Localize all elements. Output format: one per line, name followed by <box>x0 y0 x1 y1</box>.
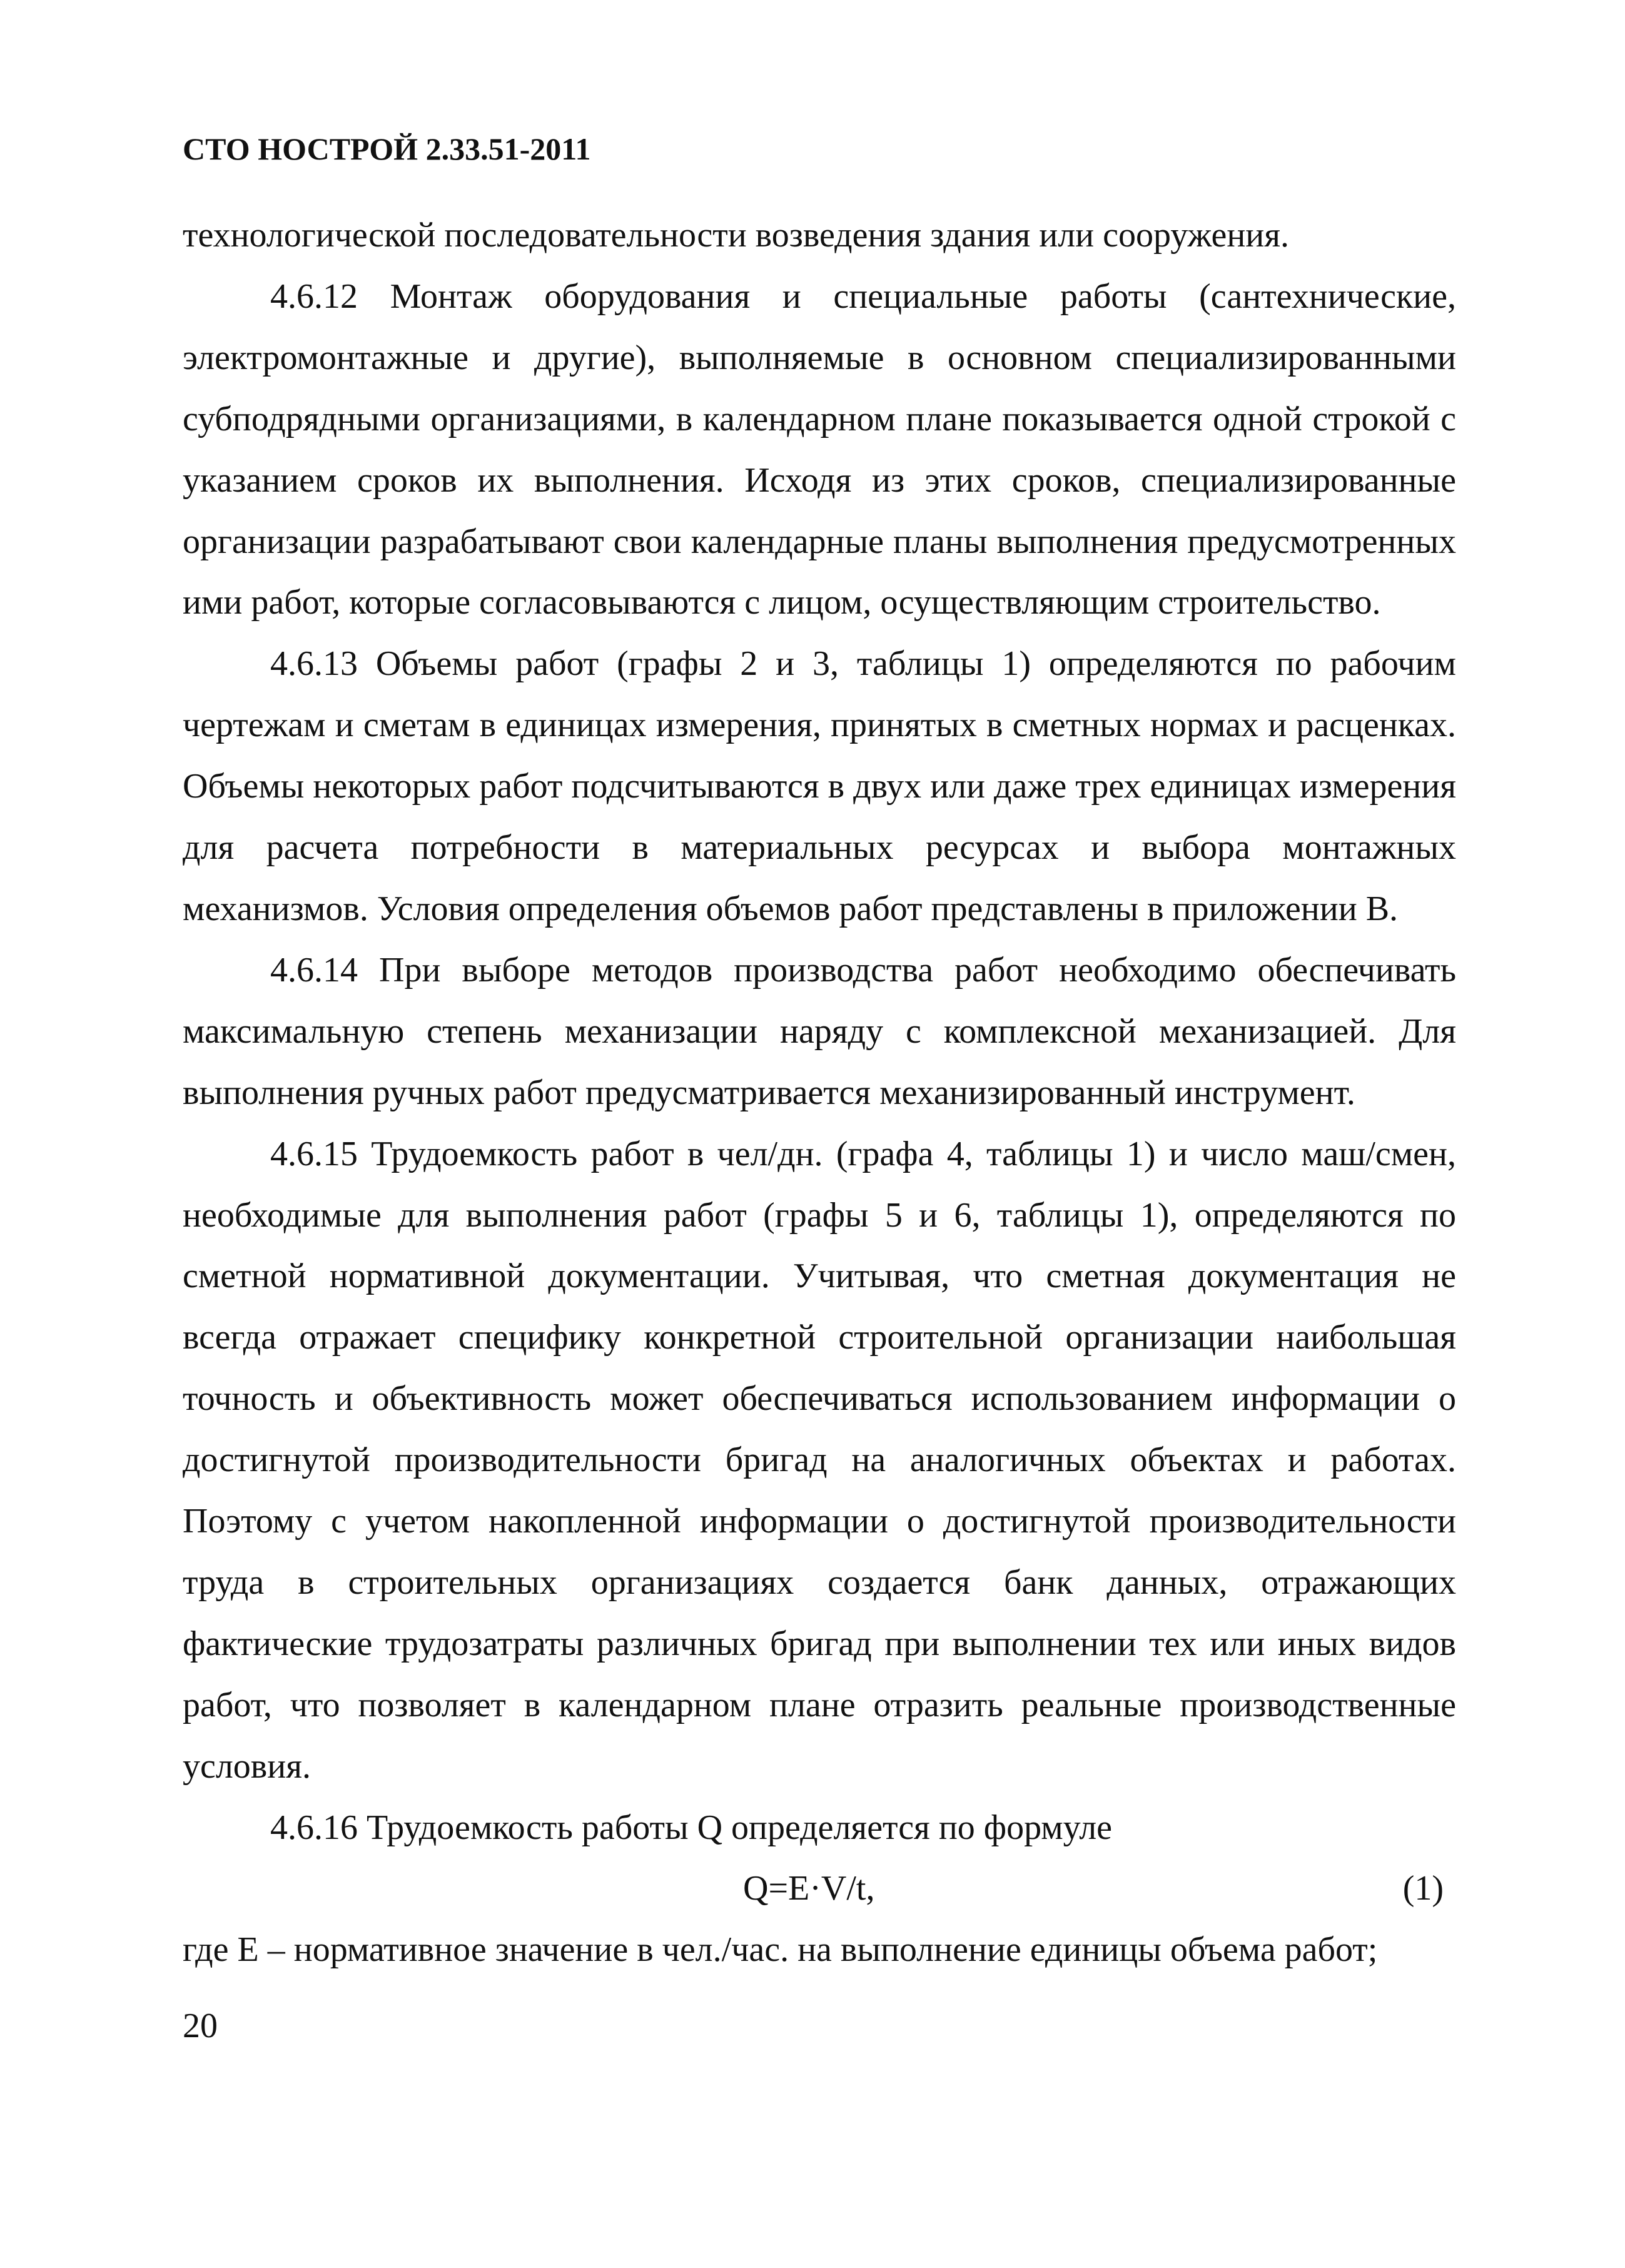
formula-expression: Q=E·V/t, <box>743 1869 875 1908</box>
paragraph-4-6-15: 4.6.15 Трудоемкость работ в чел/дн. (графа 4, таблицы 1) и число маш/смен, необходимые для выполнения работ (графы 5 и 6, таблицы 1), определяются по сметной нормативной документации. Учитывая, что сметная документация не всегда отражает специфику конкретной строительной организации наибольшая точность и объективность может обеспечиваться использованием информации о достигнутой производительности бригад на аналогичных объектах и работах. Поэтому с учетом накопленной информации о достигнутой производительности труда в строительных организациях создается банк данных, отражающих фактические трудозатраты различных бригад при выполнении тех или иных видов работ, что позволяет в календарном плане отразить реальные производственные условия. <box>183 1134 1456 1786</box>
formula-row <box>183 1858 1456 1920</box>
paragraph-continuation: технологической последовательности возведения здания или сооружения. <box>183 216 1290 255</box>
page-number: 20 <box>183 2007 218 2045</box>
paragraph-4-6-14: 4.6.14 При выборе методов производства работ необходимо обеспечивать максимальную степень механизации наряду с комплексной механизацией. Для выполнения ручных работ предусматривается механизированный инструмент. <box>183 950 1456 1112</box>
formula-legend: где Е – нормативное значение в чел./час. на выполнение единицы объема работ; <box>183 1930 1378 1970</box>
formula-number: (1) <box>1402 1869 1444 1908</box>
paragraph-4-6-13: 4.6.13 Объемы работ (графы 2 и 3, таблицы 1) определяются по рабочим чертежам и сметам в единицах измерения, принятых в сметных нормах и расценках. Объемы некоторых работ подсчитываются в двух или даже трех единицах измерения для расчета потребности в материальных ресурсах и выбора монтажных механизмов. Условия определения объемов работ представлены в приложении В. <box>183 644 1456 928</box>
document-code-header: СТО НОСТРОЙ 2.33.51-2011 <box>183 131 591 166</box>
paragraph-4-6-16: 4.6.16 Трудоемкость работы Q определяется по формуле <box>270 1808 1112 1847</box>
document-body <box>183 205 1456 1981</box>
paragraph-4-6-12: 4.6.12 Монтаж оборудования и специальные работы (сантехнические, электромонтажные и другие), выполняемые в основном специализированными субподрядными организациями, в календарном плане показывается одной строкой с указанием сроков их выполнения. Исходя из этих сроков, специализированные организации разрабатывают свои календарные планы выполнения предусмотренных ими работ, которые согласовываются с лицом, осуществляющим строительство. <box>183 276 1456 622</box>
